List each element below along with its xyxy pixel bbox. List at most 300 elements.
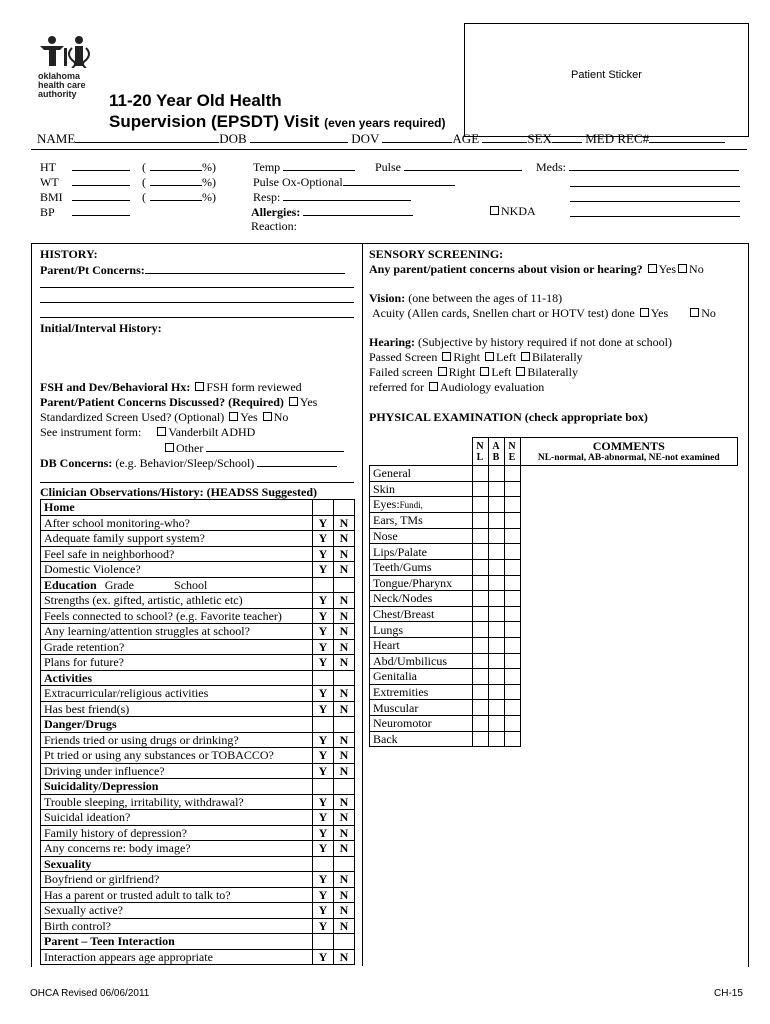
empty-cell [334,934,355,950]
no-option[interactable]: N [334,624,355,640]
other-field[interactable] [206,440,344,452]
passed-bilat-label: Bilaterally [532,350,583,364]
pe-item-label [370,559,473,575]
ppc-row [40,395,317,409]
no-option[interactable]: N [334,918,355,934]
pe-nl-cell[interactable] [472,622,488,638]
acuity-no-label: No [701,306,716,320]
meds-field-2[interactable] [570,186,740,187]
bp-row [40,204,130,219]
sensory-yes-checkbox[interactable] [648,264,657,273]
pe-ne-cell[interactable] [504,622,520,638]
pe-ne-cell[interactable] [504,559,520,575]
pe-row [370,544,738,560]
logo-line2: health care [38,80,86,90]
sensory-yes-label: Yes [658,262,677,276]
sex-label: SEX [527,131,552,146]
headss-question-row [41,608,355,624]
headss-section-title: Danger/Drugs [44,717,117,732]
sex-field[interactable] [552,131,582,143]
pe-ne-cell[interactable] [504,653,520,669]
headss-question: Sexually active? [41,903,313,919]
headss-question-row [41,639,355,655]
pe-comment-cell[interactable] [520,653,738,669]
ht-pct-field[interactable] [150,159,202,171]
empty-cell [313,779,334,795]
pe-ab-cell[interactable] [488,653,504,669]
yes-option[interactable]: Y [313,872,334,888]
std-label: Standardized Screen Used? (Optional) [40,410,225,424]
other-row [163,440,344,455]
dob-field[interactable] [250,131,348,143]
empty-cell [334,670,355,686]
pe-comments-header [520,438,738,466]
concerns-field-3[interactable] [40,302,354,303]
db-example: (e.g. Behavior/Sleep/School) [115,456,255,470]
pe-item-label [370,731,473,747]
temp-field[interactable] [283,159,355,171]
headss-section-title: Sexuality [44,856,92,871]
no-option[interactable]: N [334,825,355,841]
concerns-field-1[interactable] [145,262,345,274]
pe-row [370,591,738,607]
headss-section-row [41,577,355,593]
meds-field-1[interactable] [569,159,739,171]
std-no-checkbox[interactable] [263,412,272,421]
pe-comment-cell[interactable] [520,700,738,716]
pe-ab-cell[interactable] [488,669,504,685]
pe-ne-cell[interactable] [504,575,520,591]
nkda-label: NKDA [501,204,536,218]
yes-option[interactable]: Y [313,810,334,826]
pe-nl-cell[interactable] [472,700,488,716]
concerns-field-4[interactable] [40,317,354,318]
pe-item-text: Chest/Breast [373,607,435,622]
no-option[interactable]: N [334,949,355,965]
no-option[interactable]: N [334,639,355,655]
headss-question-row [41,763,355,779]
headss-question-row [41,825,355,841]
headss-question-row [41,686,355,702]
pulse-row [375,159,522,174]
pe-ab-cell[interactable] [488,481,504,497]
pe-ne-cell[interactable] [504,513,520,529]
pe-item-label [370,700,473,716]
passed-label: Passed Screen [369,350,438,364]
headss-question: Feels connected to school? (e.g. Favorite teacher) [41,608,313,624]
headss-section-row [41,856,355,872]
headss-section-title: Suicidality/Depression [44,779,159,794]
pe-row [370,513,738,529]
headss-question-row [41,655,355,671]
pe-item-text: Teeth/Gums [373,560,432,575]
headss-question: Strengths (ex. gifted, artistic, athletic etc) [41,593,313,609]
no-option[interactable]: N [334,686,355,702]
pe-table [369,437,738,747]
headss-question-row [41,562,355,578]
pe-ab-cell[interactable] [488,715,504,731]
headss-question: Any concerns re: body image? [41,841,313,857]
yes-option[interactable]: Y [313,825,334,841]
pe-comment-cell[interactable] [520,622,738,638]
pe-nl-cell[interactable] [472,606,488,622]
fsh-checkbox[interactable] [195,382,204,391]
empty-cell [334,717,355,733]
pe-ne-cell[interactable] [504,731,520,747]
ht-field[interactable] [72,159,130,171]
audiology-label: Audiology evaluation [439,380,545,394]
empty-cell [334,500,355,516]
pe-nl-cell[interactable] [472,497,488,513]
failed-bilat-checkbox[interactable] [516,367,525,376]
pe-comment-cell[interactable] [520,669,738,685]
pe-item-label [370,606,473,622]
empty-cell [313,577,334,593]
grade-label: Grade [104,577,135,592]
pe-ne-cell[interactable] [504,700,520,716]
yes-option[interactable]: Y [313,608,334,624]
pe-item-text: Lungs [373,622,403,637]
headss-question-row [41,624,355,640]
pe-nl-cell[interactable] [472,575,488,591]
pe-item-text: Extremities [373,685,429,700]
pe-row [370,575,738,591]
no-option[interactable]: N [334,872,355,888]
no-option[interactable]: N [334,593,355,609]
pulse-ox-field[interactable] [343,174,455,186]
pe-item-text: Back [373,731,398,746]
headss-section-title: Parent – Teen Interaction [44,934,175,949]
wt-field[interactable] [72,174,130,186]
pe-row [370,606,738,622]
pe-nl-cell[interactable] [472,637,488,653]
pe-nl-header: N L [472,438,488,466]
audiology-checkbox[interactable] [429,382,438,391]
pe-comment-cell[interactable] [520,715,738,731]
medrec-field[interactable] [649,131,725,143]
pe-ne-cell[interactable] [504,497,520,513]
yes-option[interactable]: Y [313,841,334,857]
pe-row [370,466,738,482]
title-note: (even years required) [324,116,446,130]
pe-row [370,715,738,731]
pe-ne-cell[interactable] [504,591,520,607]
yes-option[interactable]: Y [313,686,334,702]
pe-item-text: Neck/Nodes [373,591,433,606]
pe-ne-header: N E [504,438,520,466]
yes-option[interactable]: Y [313,701,334,717]
pe-ab-cell[interactable] [488,559,504,575]
wt-pct-field[interactable] [150,174,202,186]
acuity-label: Acuity (Allen cards, Snellen chart or HOTV test) done [372,306,635,320]
pe-ab-cell[interactable] [488,497,504,513]
pe-blank-header [370,438,473,466]
vision-row [369,291,562,305]
pe-ne-cell[interactable] [504,528,520,544]
pe-ab-cell[interactable] [488,513,504,529]
pulse-label: Pulse [375,160,402,174]
pe-nl-cell[interactable] [472,544,488,560]
pe-nl-cell[interactable] [472,731,488,747]
pe-comment-cell[interactable] [520,575,738,591]
pe-nl-cell[interactable] [472,653,488,669]
yes-option[interactable]: Y [313,655,334,671]
pe-item-label [370,466,473,482]
pe-ab-cell[interactable] [488,606,504,622]
bmi-pct-field[interactable] [150,189,202,201]
no-option[interactable]: N [334,810,355,826]
headss-question: Grade retention? [41,639,313,655]
no-option[interactable]: N [334,887,355,903]
footer-revised: OHCA Revised 06/06/2011 [30,988,150,999]
pe-comment-cell[interactable] [520,731,738,747]
vanderbilt-checkbox[interactable] [157,427,166,436]
pe-row [370,497,738,513]
pe-comment-cell[interactable] [520,591,738,607]
fundi-label: Fundi, [399,500,423,511]
failed-left-checkbox[interactable] [480,367,489,376]
passed-row [369,350,583,364]
pulse-field[interactable] [404,159,522,171]
footer-code: CH-15 [714,988,743,999]
bmi-field[interactable] [72,189,130,201]
pe-item-label [370,481,473,497]
title-line2: Supervision (EPSDT) Visit [109,112,320,131]
pe-nl-cell[interactable] [472,559,488,575]
sensory-concerns-label: Any parent/patient concerns about vision or hearing? [369,262,643,276]
yes-option[interactable]: Y [313,887,334,903]
concerns-row [40,262,345,277]
headss-question-row [41,732,355,748]
yes-option[interactable]: Y [313,546,334,562]
no-option[interactable]: N [334,748,355,764]
wt-label: WT [40,175,59,189]
pe-item-text: Lips/Palate [373,544,427,559]
pe-item-text: General [373,466,411,481]
pe-nl-cell[interactable] [472,466,488,482]
empty-cell [313,670,334,686]
patient-id-row [37,131,725,146]
passed-bilat-checkbox[interactable] [521,352,530,361]
meds-row [536,159,739,174]
resp-field[interactable] [283,189,411,201]
pe-ne-cell[interactable] [504,684,520,700]
acuity-yes-checkbox[interactable] [640,308,649,317]
pe-row [370,653,738,669]
pe-ab-cell[interactable] [488,575,504,591]
meds-field-3[interactable] [570,201,740,202]
headss-question: Extracurricular/religious activities [41,686,313,702]
pe-ne-cell[interactable] [504,544,520,560]
pe-ne-cell[interactable] [504,637,520,653]
pe-ab-cell[interactable] [488,591,504,607]
yes-option[interactable]: Y [313,624,334,640]
failed-label: Failed screen [369,365,433,379]
no-option[interactable]: N [334,562,355,578]
yes-option[interactable]: Y [313,593,334,609]
yes-option[interactable]: Y [313,531,334,547]
hearing-note: (Subjective by history required if not done at school) [418,335,672,349]
pe-ne-cell[interactable] [504,669,520,685]
headss-section-row [41,934,355,950]
no-option[interactable]: N [334,903,355,919]
vision-note: (one between the ages of 11-18) [408,291,563,305]
yes-option[interactable]: Y [313,949,334,965]
passed-right-label: Right [453,350,480,364]
interval-history-label: Initial/Interval History: [40,321,162,335]
ht-label: HT [40,160,56,174]
yes-option[interactable]: Y [313,732,334,748]
failed-row [369,365,578,379]
headss-question: Pt tried or using any substances or TOBACCO? [41,748,313,764]
headss-question-row [41,841,355,857]
no-option[interactable]: N [334,841,355,857]
pulse-ox-row [253,174,455,189]
no-option[interactable]: N [334,546,355,562]
pe-item-text: Nose [373,529,398,544]
pe-row [370,637,738,653]
yes-option[interactable]: Y [313,515,334,531]
bmi-row [40,189,216,204]
pe-item-text: Abd/Umbilicus [373,653,447,668]
pe-nl-cell[interactable] [472,684,488,700]
pe-ne-cell[interactable] [504,606,520,622]
age-label: AGE [452,131,480,146]
yes-option[interactable]: Y [313,562,334,578]
no-option[interactable]: N [334,794,355,810]
pe-nl-cell[interactable] [472,715,488,731]
name-field[interactable] [75,131,219,143]
no-option[interactable]: N [334,763,355,779]
pe-item-text: Skin [373,481,396,496]
divider-top [31,149,747,150]
title-line1: 11-20 Year Old Health [109,91,282,110]
instr-row [40,425,255,439]
yes-option[interactable]: Y [313,903,334,919]
pe-ab-cell[interactable] [488,466,504,482]
sensory-no-checkbox[interactable] [678,264,687,273]
pe-row [370,731,738,747]
meds-field-4[interactable] [570,216,740,217]
empty-cell [313,934,334,950]
pe-ab-cell[interactable] [488,528,504,544]
nkda-row[interactable] [488,204,536,218]
no-option[interactable]: N [334,515,355,531]
nkda-checkbox[interactable] [490,206,499,215]
empty-cell [334,577,355,593]
yes-option[interactable]: Y [313,794,334,810]
headss-section-row [41,779,355,795]
pe-comment-cell[interactable] [520,544,738,560]
acuity-row [372,306,716,320]
pe-ne-cell[interactable] [504,481,520,497]
pe-ab-cell[interactable] [488,622,504,638]
pe-ab-cell[interactable] [488,637,504,653]
headss-question-row [41,949,355,965]
std-yes-checkbox[interactable] [229,412,238,421]
school-label: School [174,577,208,592]
db-field-2[interactable] [40,482,70,483]
headss-question-row [41,593,355,609]
bp-field[interactable] [72,204,130,216]
pe-item-text: Tongue/Pharynx [373,575,453,590]
db-field-3[interactable] [70,482,354,483]
pe-item-label [370,591,473,607]
bmi-label: BMI [40,190,63,204]
dov-field[interactable] [382,131,452,143]
pe-comment-cell[interactable] [520,528,738,544]
pe-comment-cell[interactable] [520,513,738,529]
no-option[interactable]: N [334,531,355,547]
allergies-field[interactable] [303,204,413,216]
pe-nl-cell[interactable] [472,591,488,607]
no-option[interactable]: N [334,732,355,748]
headss-section-row [41,670,355,686]
pe-comment-cell[interactable] [520,606,738,622]
yes-option[interactable]: Y [313,918,334,934]
age-field[interactable] [482,131,527,143]
pe-nl-cell[interactable] [472,669,488,685]
pe-ab-cell[interactable] [488,700,504,716]
pe-comment-cell[interactable] [520,684,738,700]
pe-nl-cell[interactable] [472,528,488,544]
other-checkbox[interactable] [165,443,174,452]
pe-ab-cell[interactable] [488,684,504,700]
pe-ab-cell[interactable] [488,731,504,747]
passed-left-checkbox[interactable] [485,352,494,361]
no-option[interactable]: N [334,655,355,671]
pe-title: PHYSICAL EXAMINATION (check appropriate box) [369,410,648,424]
failed-right-checkbox[interactable] [438,367,447,376]
yes-option[interactable]: Y [313,763,334,779]
std-row [40,410,288,424]
pct: %) [202,175,216,189]
no-option[interactable]: N [334,608,355,624]
resp-label: Resp: [253,190,281,204]
passed-right-checkbox[interactable] [442,352,451,361]
referred-label: referred for [369,380,424,394]
pe-nl-cell[interactable] [472,481,488,497]
meds-label: Meds: [536,160,566,174]
vision-label: Vision: [369,291,406,305]
pe-comment-cell[interactable] [520,481,738,497]
ht-row [40,159,216,174]
logo-line3: authority [38,89,77,99]
headss-section-row [41,717,355,733]
pe-comment-cell[interactable] [520,559,738,575]
pe-ne-cell[interactable] [504,715,520,731]
pe-comment-cell[interactable] [520,466,738,482]
pe-item-label [370,513,473,529]
pe-comment-cell[interactable] [520,637,738,653]
pe-ne-cell[interactable] [504,466,520,482]
pe-item-text: Eyes: [373,497,400,512]
db-label: DB Concerns: [40,456,113,470]
pe-nl-cell[interactable] [472,513,488,529]
headss-section-row [41,500,355,516]
headss-section-title: Activities [44,670,92,685]
pe-item-text: Muscular [373,700,419,715]
yes-option[interactable]: Y [313,639,334,655]
pe-comment-cell[interactable] [520,497,738,513]
acuity-no-checkbox[interactable] [690,308,699,317]
yes-option[interactable]: Y [313,748,334,764]
db-field[interactable] [257,455,337,467]
pe-ab-cell[interactable] [488,544,504,560]
no-option[interactable]: N [334,701,355,717]
ppc-yes-checkbox[interactable] [289,397,298,406]
concerns-field-2[interactable] [40,287,354,288]
